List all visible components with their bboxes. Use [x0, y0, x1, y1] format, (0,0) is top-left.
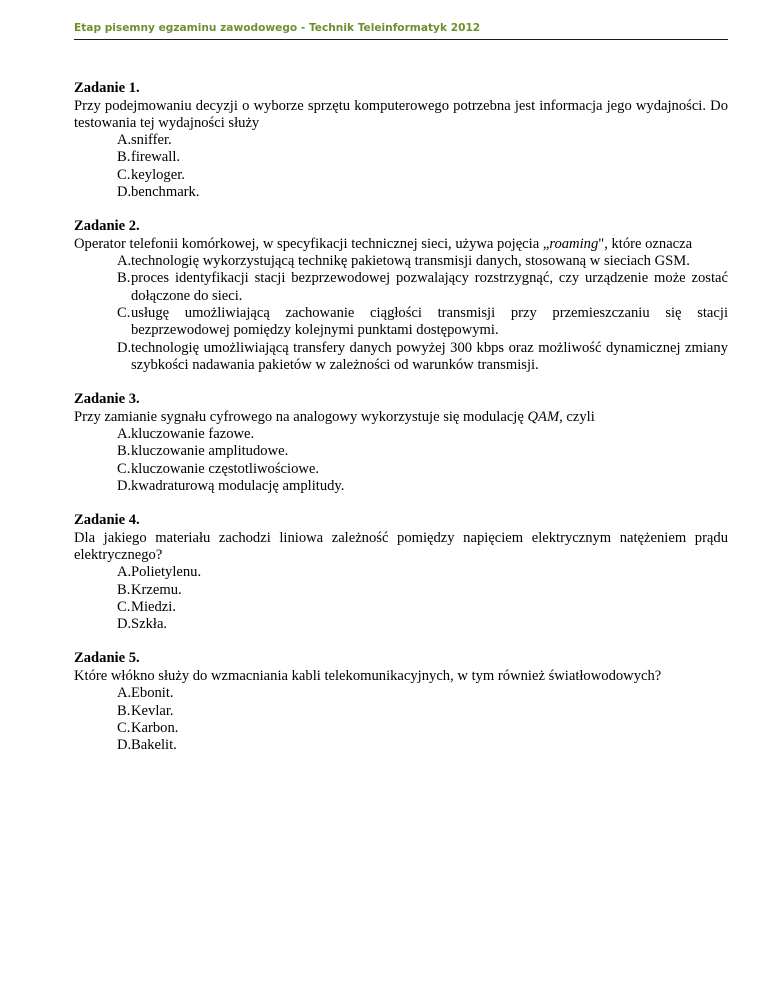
answer-list	[117, 685, 728, 754]
answer-letter: B.	[117, 443, 131, 460]
answer-option-a	[117, 426, 728, 443]
question-text-before: Przy zamianie sygnału cyfrowego na analogowy wykorzystuje się modulację	[74, 408, 528, 425]
answer-option-b	[117, 443, 728, 460]
answer-option-c	[117, 305, 728, 340]
answer-option-d	[117, 616, 728, 633]
page-header	[74, 22, 728, 40]
question-text-italic: roaming	[549, 235, 599, 252]
answer-option-a	[117, 132, 728, 149]
question-4	[74, 512, 728, 633]
answer-option-d	[117, 340, 728, 375]
answer-option-d	[117, 478, 728, 495]
answer-letter: B.	[117, 270, 131, 287]
answer-letter: C.	[117, 304, 131, 321]
question-text-after: ", które oznacza	[598, 235, 693, 252]
answer-text: Ebonit.	[131, 685, 174, 702]
answer-letter: A.	[117, 132, 132, 149]
answer-letter: D.	[117, 183, 132, 200]
answer-text: keyloger.	[131, 166, 185, 183]
answer-option-b	[117, 149, 728, 166]
answer-list	[117, 564, 728, 633]
question-title: Zadanie 3.	[74, 391, 140, 408]
answer-text: kwadraturową modulację amplitudy.	[131, 477, 345, 494]
answer-letter: C.	[117, 719, 131, 736]
answer-option-b	[117, 582, 728, 599]
answer-letter: D.	[117, 616, 132, 633]
answer-text: Krzemu.	[131, 581, 182, 598]
question-text: Przy podejmowaniu decyzji o wyborze sprzętu komputerowego potrzebna jest informacja jego wydajności. Do testowania tej wydajności służy	[74, 97, 728, 131]
question-title: Zadanie 5.	[74, 650, 140, 667]
answer-text: Polietylenu.	[131, 564, 202, 581]
answer-text: Kevlar.	[131, 702, 174, 719]
answer-text: technologię wykorzystującą technikę pakietową transmisji danych, stosowaną w sieciach GSM.	[131, 253, 690, 270]
answer-list	[117, 426, 728, 495]
question-text	[74, 236, 728, 253]
answer-option-c	[117, 599, 728, 616]
exam-content	[74, 80, 728, 771]
answer-option-a	[117, 253, 728, 270]
answer-list	[117, 132, 728, 201]
answer-text: kluczowanie fazowe.	[131, 425, 255, 442]
answer-option-d	[117, 184, 728, 201]
answer-option-d	[117, 737, 728, 754]
answer-option-c	[117, 167, 728, 184]
question-3	[74, 391, 728, 495]
answer-letter: B.	[117, 149, 131, 166]
answer-option-a	[117, 564, 728, 581]
question-title: Zadanie 4.	[74, 512, 140, 529]
question-title: Zadanie 2.	[74, 218, 140, 235]
answer-text: benchmark.	[131, 183, 200, 200]
answer-text: proces identyfikacji stacji bezprzewodowej pozwalający rozstrzygnąć, czy urządzenie może zostać dołączone do sieci.	[131, 270, 728, 304]
answer-letter: A.	[117, 253, 132, 270]
answer-text: technologię umożliwiającą transfery danych powyżej 300 kbps oraz możliwość dynamicznej zmiany szybkości nadawania pakietów w zależności od warunków transmisji.	[131, 339, 728, 373]
answer-text: kluczowanie amplitudowe.	[131, 443, 289, 460]
question-text-italic: QAM,	[527, 408, 563, 425]
answer-letter: B.	[117, 581, 131, 598]
answer-letter: A.	[117, 564, 132, 581]
answer-letter: C.	[117, 460, 131, 477]
question-2	[74, 218, 728, 374]
question-title: Zadanie 1.	[74, 80, 140, 96]
question-text-before: Operator telefonii komórkowej, w specyfikacji technicznej sieci, używa pojęcia „	[74, 235, 550, 252]
answer-option-a	[117, 685, 728, 702]
answer-text: usługę umożliwiającą zachowanie ciągłości transmisji przy przemieszczaniu się stacji bezprzewodowej pomiędzy kolejnymi punktami dostępowymi.	[131, 304, 728, 339]
answer-letter: D.	[117, 339, 132, 356]
page-header-title: Etap pisemny egzaminu zawodowego - Technik Teleinformatyk 2012	[74, 22, 481, 34]
answer-option-c	[117, 461, 728, 478]
question-text: Dla jakiego materiału zachodzi liniowa zależność pomiędzy napięciem elektrycznym natężeniem prądu elektrycznego?	[74, 529, 728, 563]
answer-text: Bakelit.	[131, 737, 177, 754]
answer-letter: C.	[117, 598, 131, 615]
answer-letter: A.	[117, 685, 132, 702]
answer-letter: D.	[117, 737, 132, 754]
question-5	[74, 650, 728, 754]
answer-letter: D.	[117, 477, 132, 494]
answer-letter: B.	[117, 702, 131, 719]
answer-text: Miedzi.	[131, 598, 176, 615]
answer-text: Szkła.	[131, 616, 168, 633]
answer-text: sniffer.	[131, 132, 172, 149]
answer-text: kluczowanie częstotliwościowe.	[131, 460, 320, 477]
answer-option-b	[117, 703, 728, 720]
question-text: Które włókno służy do wzmacniania kabli telekomunikacyjnych, w tym również światłowodowych?	[74, 667, 662, 684]
question-text	[74, 409, 728, 426]
answer-letter: C.	[117, 166, 131, 183]
answer-letter: A.	[117, 425, 132, 442]
answer-list	[117, 253, 728, 374]
question-1	[74, 80, 728, 201]
answer-text: firewall.	[131, 149, 181, 166]
answer-option-c	[117, 720, 728, 737]
question-text-after: czyli	[562, 408, 595, 425]
answer-text: Karbon.	[131, 719, 179, 736]
answer-option-b	[117, 270, 728, 305]
